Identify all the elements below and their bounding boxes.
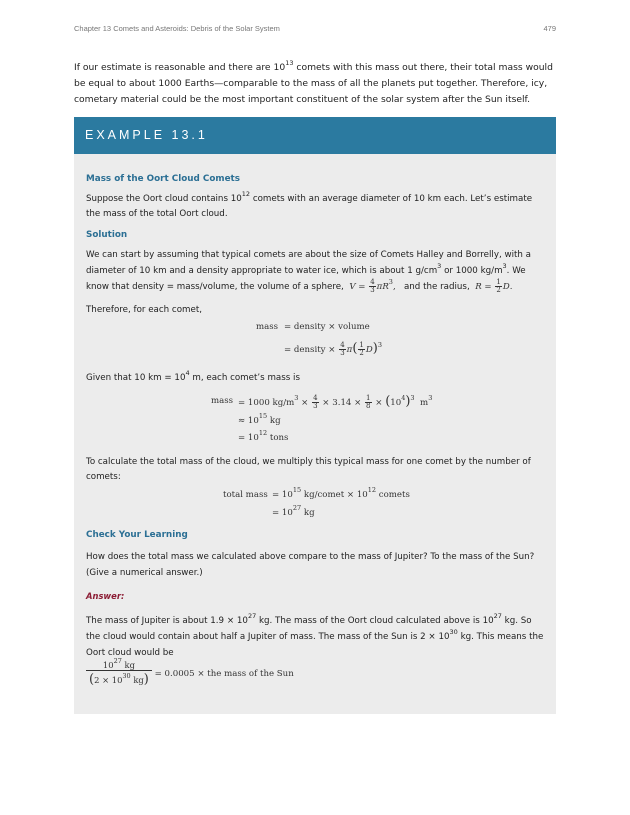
eq1-lhs: mass <box>256 322 279 332</box>
solution-heading: Solution <box>86 230 128 240</box>
therefore-line: Therefore, for each comet, <box>86 305 202 315</box>
answer-label: Answer: <box>86 591 125 601</box>
eq3-lhs: total mass <box>223 490 268 500</box>
example-box <box>74 117 556 714</box>
eq2-line2: ≈ $10^{15}$ kg <box>238 412 281 426</box>
answer-paragraph: The mass of Jupiter is about $1.9 \times 10^{27}$ kg. The mass of the Oort cloud calculated above is $10^{27}$ kg. So the cloud would contain about half a Jupiter of mass. The mass of the Sun is $2 \times 10^{30}$ kg. This means the Oort cloud would be <box>86 612 544 658</box>
eq1-line2: = density × $\frac{4}{3}$ π( $\frac{1}{2}$ D)$^3$ <box>284 341 382 357</box>
radius-formula: R = $\frac{1}{2}$ D. <box>475 278 513 294</box>
chapter-title: Chapter 13 Comets and Asteroids: Debris of the Solar System <box>74 24 280 33</box>
eq3-line2: = $10^{27}$ kg <box>272 504 315 518</box>
solution-paragraph: We can start by assuming that typical comets are about the size of Comets Halley and Borrelly, with a diameter of 10 km and a density appropriate to water ice, which is about 1 $g/cm^3$ or 1000 $kg/m^3$. We know that density = mass/volume, the volume of a sphere, V = $\frac{4}{3}$ $\pi R^3$, and the radius, R = $\frac{1}{2}$ D. <box>86 250 531 294</box>
eq3-line1: = $10^{15}$ kg/comet × $10^{12}$ comets <box>272 486 410 500</box>
given-line: Given that 10 km = $10^4$ m, each comet’s mass is <box>86 369 300 383</box>
eq2-line1: = 1000 $kg/m^3$ × $\frac{4}{3}$ × 3.14 × $\frac{1}{8}$ × $(10^4)^3$ $m^3$ <box>238 394 433 410</box>
eq1-line1: = density × volume <box>284 322 370 332</box>
check-question: How does the total mass we calculated above compare to the mass of Jupiter? To the mass of the Sun? (Give a numerical answer.) <box>86 552 535 578</box>
check-heading: Check Your Learning <box>86 530 188 540</box>
problem-statement: Suppose the Oort cloud contains $10^{12}$ comets with an average diameter of 10 km each. Let’s estimate the mass of the total Oort cloud. <box>86 190 533 219</box>
total-mass-paragraph: To calculate the total mass of the cloud, we multiply this typical mass for one comet by the number of comets: <box>86 457 531 482</box>
eq2-lhs: mass <box>211 396 234 406</box>
eq2-line3: = $10^{12}$ tons <box>238 429 289 443</box>
intro-paragraph: If our estimate is reasonable and there are $10^{13}$ comets with this mass out there, their total mass would be equal to about 1000 Earths—comparable to the mass of all the planets put together. Therefore, icy, cometary material could be the most important constituent of the solar system after the Sun itself. <box>74 58 553 105</box>
final-result: = 0.0005 × the mass of the Sun <box>154 669 294 679</box>
running-header <box>74 24 556 38</box>
page-number: 479 <box>543 24 556 33</box>
final-equation: $\frac{10^{27} kg}{(2 \times 10^{30} kg)}$ = 0.0005 × the mass of the Sun <box>86 660 294 687</box>
example-heading: Mass of the Oort Cloud Comets <box>86 174 240 184</box>
example-title: EXAMPLE 13.1 <box>85 128 208 142</box>
example-banner <box>74 117 556 154</box>
sphere-volume-formula: V = $\frac{4}{3}$ $\pi R^3$, <box>349 278 396 294</box>
